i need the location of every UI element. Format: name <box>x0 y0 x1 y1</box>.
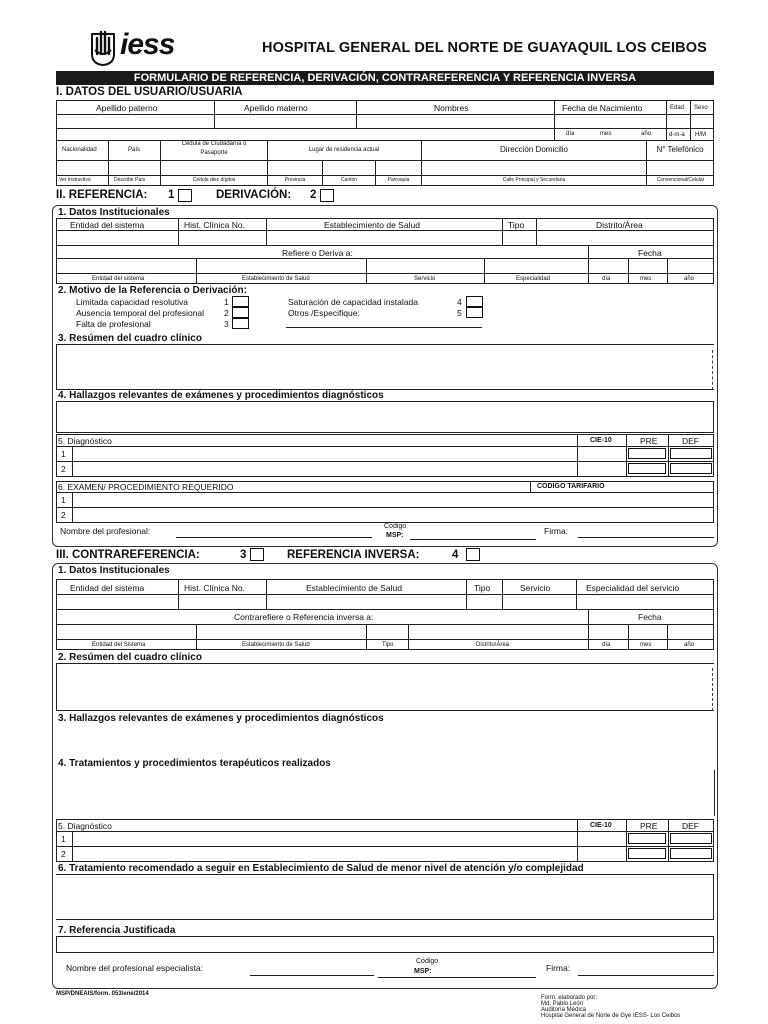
motivo-1-checkbox[interactable] <box>232 296 249 307</box>
contra-entidad-label: Entidad del sistema <box>70 583 145 593</box>
ref-pre-label: PRE <box>640 436 658 446</box>
ref-entidad-label: Entidad del sistema <box>70 220 145 230</box>
ref-fecha-label: Fecha <box>638 248 662 258</box>
derivacion-checkbox[interactable] <box>320 189 334 202</box>
ref-examen-row-2: 2 <box>61 510 66 520</box>
contra-def-1-checkbox[interactable] <box>670 833 712 844</box>
contra-nombre-esp-label: Nombre del profesional especialista: <box>66 963 204 973</box>
contra-pre-1-checkbox[interactable] <box>628 833 666 844</box>
ref-hallazgos-title: 4. Hallazgos relevantes de exámenes y procedimientos diagnósticos <box>58 390 384 401</box>
contra-hallazgos-title: 3. Hallazgos relevantes de exámenes y procedimientos diagnósticos <box>58 713 384 724</box>
contra-resumen-title: 2. Resúmen del cuadro clínico <box>58 652 202 663</box>
provincia-label: Provincia <box>284 177 306 183</box>
hospital-title: HOSPITAL GENERAL DEL NORTE DE GUAYAQUIL LOS CEIBOS <box>262 40 707 56</box>
inversa-num: 4 <box>452 549 459 561</box>
cedula-digitos-label: Cédula diez dígitos <box>192 177 236 183</box>
contra-resumen-field[interactable] <box>56 663 714 711</box>
motivo-3-label: Falta de profesional <box>76 319 151 329</box>
ref-examen-row-1: 1 <box>61 495 66 505</box>
motivo-1-label: Limitada capacidad resolutiva <box>76 297 188 307</box>
motivo-3-num: 3 <box>224 319 229 329</box>
ref-def-label: DEF <box>682 436 699 446</box>
ref-distrito-label: Distrito/Área <box>596 220 643 230</box>
apellido-paterno-label: Apellido paterno <box>96 103 158 113</box>
nacionalidad-label: Nacionalidad <box>62 147 97 153</box>
contra-firma-label: Firma: <box>546 963 571 973</box>
inversa-title: REFERENCIA INVERSA: <box>287 549 420 561</box>
motivo-5-label: Otros /Especifique: <box>288 308 360 318</box>
contra-s-mes: mes <box>640 642 652 648</box>
ref-s-servicio: Servicio <box>414 276 436 282</box>
ref-pre-1-checkbox[interactable] <box>628 448 666 459</box>
ref-def-1-checkbox[interactable] <box>670 448 712 459</box>
ref-diagnostico-title: 5. Diagnóstico <box>58 436 112 446</box>
contra-s-tipo: Tipo <box>382 642 394 648</box>
form-code: MSP/DNEAIS/form. 053/ene/2014 <box>56 991 149 997</box>
footer-elab-3: Auditoría Médica <box>541 1007 587 1013</box>
fecha-nac-label: Fecha de Nacimiento <box>562 103 643 113</box>
contra-justificada-title: 7. Referencia Justificada <box>58 925 176 936</box>
dia-label: día <box>566 131 575 137</box>
contra-s-establecimiento: Establecimiento de Salud <box>242 642 310 648</box>
contra-codigo-line[interactable] <box>378 977 536 978</box>
direccion-label: Dirección Domicilio <box>499 145 568 154</box>
footer-elab-1: Form. elaborado por: <box>541 995 598 1001</box>
contra-num: 3 <box>240 549 247 561</box>
otros-especifique-line[interactable] <box>286 327 482 328</box>
hand-shield-icon <box>88 24 118 66</box>
ver-instructivo-label: Ver Instructivo <box>59 177 91 183</box>
inversa-checkbox[interactable] <box>466 548 480 561</box>
ref-hist-label: Hist. Clínica No. <box>184 220 245 230</box>
contra-diagnostico-title: 5. Diagnóstico <box>58 821 112 831</box>
ref-s-anio: año <box>684 276 695 282</box>
contra-s-distrito: Distrito/Área <box>476 642 510 648</box>
ref-hallazgos-field[interactable] <box>56 401 714 433</box>
sexo-label: Sexo <box>694 105 708 111</box>
contra-s-entidad: Entidad del Sistema <box>92 642 146 648</box>
ref-resumen-field[interactable] <box>56 344 714 390</box>
ref-s-dia: día <box>602 276 611 282</box>
logo-text: iess <box>120 28 175 61</box>
convencional-label: Convencional/Celular <box>656 177 705 183</box>
contrareferencia-checkbox[interactable] <box>250 548 264 561</box>
derivacion-title: DERIVACIÓN: <box>216 189 292 201</box>
contra-nombre-esp-line[interactable] <box>250 975 374 976</box>
contra-pre-2-checkbox[interactable] <box>628 848 666 859</box>
ref-codigo-tarifario-label: CÓDIGO TARIFARIO <box>537 483 605 490</box>
motivo-4-num: 4 <box>457 297 462 307</box>
ref-tipo-label: Tipo <box>508 220 525 230</box>
ref-firma-line[interactable] <box>578 537 714 538</box>
cedula-label-1: Cédula de Ciudadanía ó <box>181 141 247 147</box>
contra-s-anio: año <box>684 642 695 648</box>
ref-cie-label: CIE-10 <box>590 437 612 444</box>
contra-tratamientos-title: 4. Tratamientos y procedimientos terapéuticos realizados <box>58 758 331 769</box>
contra-servicio-label: Servicio <box>520 583 551 593</box>
apellido-paterno-field[interactable] <box>58 116 212 126</box>
lugar-label: Lugar de residencia actual <box>308 147 380 153</box>
telefono-label: N° Telefónico <box>656 145 704 154</box>
ref-codigo-label: Código <box>384 523 407 530</box>
hm-label: H/M <box>695 132 706 138</box>
canton-label: Cantón <box>340 177 358 183</box>
ref-nombre-prof-label: Nombre del profesional: <box>60 526 151 536</box>
contra-especialidad-label: Especialidad del servicio <box>586 583 680 593</box>
ref-s-establecimiento: Establecimiento de Salud <box>242 276 310 282</box>
edad-label: Edad <box>670 105 685 111</box>
contra-establecimiento-label: Establecimiento de Salud <box>306 583 402 593</box>
footer-elab-4: Hospital General de Norte de Gye IESS- Los Ceibos <box>541 1013 681 1019</box>
ref-diagnostico-table <box>56 434 714 477</box>
parroquia-label: Parroquia <box>387 177 410 183</box>
contra-def-label: DEF <box>682 821 699 831</box>
contra-msp-label: MSP: <box>414 968 432 975</box>
ref-resumen-title: 3. Resúmen del cuadro clínico <box>58 333 202 344</box>
ref-refiere-label: Refiere o Deriva a: <box>282 248 353 258</box>
contra-diag-row-2: 2 <box>61 849 66 859</box>
motivo-4-checkbox[interactable] <box>466 296 483 307</box>
contra-diagnostico-table <box>56 819 714 862</box>
ref-datos-inst-title: 1. Datos Institucionales <box>58 207 170 218</box>
ref-nombre-prof-line[interactable] <box>176 537 372 538</box>
contra-tipo-label: Tipo <box>474 583 491 593</box>
footer-elab-2: Md. Pablo León <box>541 1001 584 1007</box>
ref-firma-label: Firma: <box>544 526 569 536</box>
derivacion-num: 2 <box>310 189 317 201</box>
ref-establecimiento-label: Establecimiento de Salud <box>324 220 420 230</box>
contra-pre-label: PRE <box>640 821 658 831</box>
motivo-2-checkbox[interactable] <box>232 307 249 318</box>
form-title: FORMULARIO DE REFERENCIA, DERIVACIÓN, CONTRAREFERENCIA Y REFERENCIA INVERSA <box>56 71 714 85</box>
ref-s-mes: mes <box>640 276 652 282</box>
apellido-materno-label: Apellido materno <box>244 103 308 113</box>
calle-label: Calle Principal y Secundaria <box>502 177 566 183</box>
contra-hist-label: Hist. Clínica No. <box>184 583 245 593</box>
contra-def-2-checkbox[interactable] <box>670 848 712 859</box>
ref-pre-2-checkbox[interactable] <box>628 463 666 474</box>
iess-logo <box>88 24 200 68</box>
contra-diag-row-1: 1 <box>61 834 66 844</box>
nombres-label: Nombres <box>434 103 469 113</box>
anio-label: año <box>641 131 652 137</box>
section-contra-title: III. CONTRAREFERENCIA: <box>56 549 200 561</box>
section-referencia-title: II. REFERENCIA: <box>56 189 148 201</box>
contra-justificada-field[interactable] <box>56 936 714 953</box>
ref-s-especialidad: Especialidad <box>516 276 551 282</box>
contra-tratamiento-rec-title: 6. Tratamiento recomendado a seguir en Establecimiento de Salud de menor nivel de atención y/o complejidad <box>58 863 584 874</box>
apellido-materno-field[interactable] <box>216 116 354 126</box>
contra-cie-label: CIE-10 <box>590 822 612 829</box>
contra-firma-line[interactable] <box>578 975 714 976</box>
dma-label: d-m-a <box>669 132 685 138</box>
referencia-checkbox[interactable] <box>178 189 192 202</box>
motivo-2-label: Ausencia temporal del profesional <box>76 308 205 318</box>
motivo-1-num: 1 <box>224 297 229 307</box>
describir-pais-label: Describir País <box>114 177 146 183</box>
ref-def-2-checkbox[interactable] <box>670 463 712 474</box>
ref-msp-label: MSP: <box>386 532 404 539</box>
motivo-4-label: Saturación de capacidad instalada <box>288 297 418 307</box>
motivo-3-checkbox[interactable] <box>232 318 249 329</box>
contra-datos-inst-title: 1. Datos Institucionales <box>58 565 170 576</box>
referencia-num: 1 <box>168 189 175 201</box>
section-usuario-title: I. DATOS DEL USUARIO/USUARIA <box>56 86 243 98</box>
motivo-2-num: 2 <box>224 308 229 318</box>
cedula-label-2: Pasaporte <box>200 150 228 156</box>
ref-examen-title: 6. EXAMEN/ PROCEDIMIENTO REQUERIDO <box>58 482 234 492</box>
contra-fecha-label: Fecha <box>638 612 662 622</box>
ref-s-entidad: Entidad del sistema <box>92 276 145 282</box>
nombres-field[interactable] <box>358 116 552 126</box>
pais-label: País <box>128 147 141 153</box>
contra-codigo-label: Código <box>416 958 439 965</box>
motivo-5-num: 5 <box>457 308 462 318</box>
contra-s-dia: día <box>602 642 611 648</box>
motivo-5-checkbox[interactable] <box>466 307 483 318</box>
contra-contrarefiere-label: Contrarefiere o Referencia inversa a: <box>234 612 374 622</box>
ref-diag-row-1: 1 <box>61 449 66 459</box>
contra-tratamiento-rec-field[interactable] <box>56 874 714 920</box>
ref-diag-row-2: 2 <box>61 464 66 474</box>
ref-codigo-line[interactable] <box>410 539 536 540</box>
ref-motivo-title: 2. Motivo de la Referencia o Derivación: <box>58 285 247 296</box>
mes-label: mes <box>600 131 612 137</box>
